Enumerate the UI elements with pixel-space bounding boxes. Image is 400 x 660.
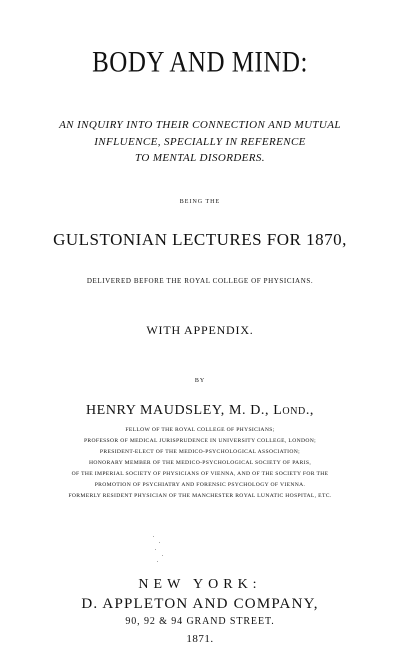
being-the-label: BEING THE	[179, 199, 221, 205]
credential-line: OF THE IMPERIAL SOCIETY OF PHYSICIANS OF VIENNA, AND OF THE SOCIETY FOR THE	[71, 471, 329, 477]
credential-line: PROMOTION OF PSYCHIATRY AND FORENSIC PSYCHOLOGY OF VIENNA.	[94, 482, 306, 488]
credential-line: HONORARY MEMBER OF THE MEDICO-PSYCHOLOGICAL SOCIETY OF PARIS,	[88, 460, 312, 466]
imprint-address: 90, 92 & 94 GRAND STREET.	[125, 616, 275, 627]
author-degree: Lond.,	[273, 403, 315, 418]
credential-line: FELLOW OF THE ROYAL COLLEGE OF PHYSICIANS;	[125, 427, 275, 433]
lectures-heading: GULSTONIAN LECTURES FOR 1870,	[53, 230, 347, 249]
by-label: BY	[194, 378, 206, 384]
imprint-city: NEW YORK:	[138, 577, 262, 592]
delivered-line: DELIVERED BEFORE THE ROYAL COLLEGE OF PHYSICIANS.	[86, 277, 314, 285]
credential-line: PRESIDENT-ELECT OF THE MEDICO-PSYCHOLOGICAL ASSOCIATION;	[99, 449, 301, 455]
subtitle-line-3: TO MENTAL DISORDERS.	[135, 152, 265, 164]
subtitle-line-2: INFLUENCE, SPECIALLY IN REFERENCE	[94, 136, 306, 148]
credential-line: PROFESSOR OF MEDICAL JURISPRUDENCE IN UNIVERSITY COLLEGE, LONDON;	[83, 438, 317, 444]
appendix-line: WITH APPENDIX.	[146, 323, 254, 337]
paper-specks	[150, 534, 170, 564]
author-name-text: HENRY MAUDSLEY, M. D.,	[85, 403, 274, 418]
book-title: BODY AND MIND:	[92, 46, 308, 79]
imprint-year: 1871.	[186, 633, 214, 645]
imprint-publisher: D. APPLETON AND COMPANY,	[81, 596, 319, 612]
author-name	[0, 404, 400, 418]
credential-line: FORMERLY RESIDENT PHYSICIAN OF THE MANCHESTER ROYAL LUNATIC HOSPITAL, ETC.	[68, 493, 332, 499]
subtitle-line-1: AN INQUIRY INTO THEIR CONNECTION AND MUTUAL	[59, 119, 341, 131]
